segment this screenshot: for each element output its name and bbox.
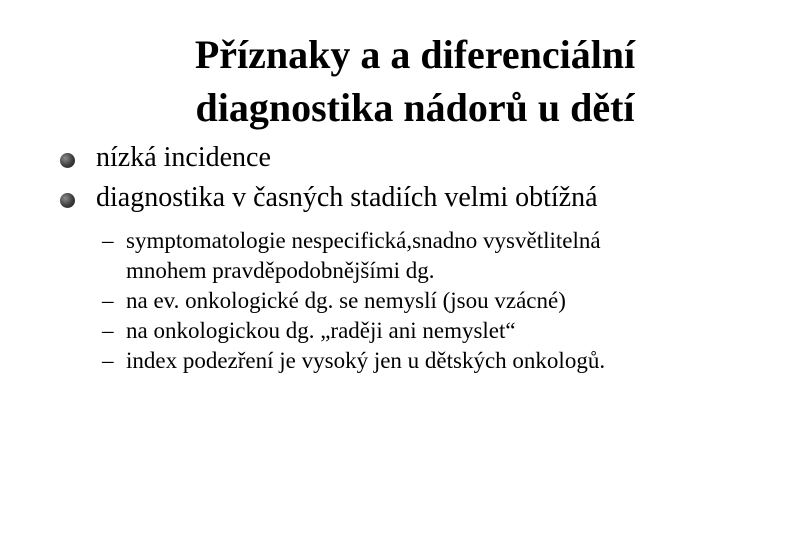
sub-bullet-text-continued: mnohem pravděpodobnějšími dg.	[126, 258, 435, 283]
dash-marker: –	[102, 348, 114, 373]
bullet-text: diagnostika v časných stadiích velmi obtížná	[96, 182, 598, 213]
sub-bullet-text: symptomatologie nespecifická,snadno vysvětlitelná	[126, 228, 601, 253]
dash-marker: –	[102, 288, 114, 313]
bullet-list	[58, 138, 598, 218]
slide-title	[150, 28, 680, 134]
sub-bullet-text: index podezření je vysoký jen u dětských onkologů.	[126, 348, 606, 373]
bullet-text: nízká incidence	[96, 142, 271, 173]
bullet-item	[58, 178, 598, 218]
sub-bullet-item	[102, 226, 605, 286]
sub-bullet-list	[102, 226, 605, 376]
dash-marker: –	[102, 228, 114, 253]
title-line-1: Příznaky a a diferenciální	[194, 32, 636, 77]
sub-bullet-item	[102, 316, 605, 346]
dash-marker: –	[102, 318, 114, 343]
bullet-dot-icon	[60, 153, 75, 168]
title-line-2: diagnostika nádorů u dětí	[195, 85, 635, 130]
sub-bullet-item	[102, 346, 605, 376]
sub-bullet-text: na ev. onkologické dg. se nemyslí (jsou vzácné)	[126, 288, 566, 313]
sub-bullet-text: na onkologickou dg. „raději ani nemyslet“	[126, 318, 516, 343]
sub-bullet-item	[102, 286, 605, 316]
bullet-item	[58, 138, 598, 178]
bullet-dot-icon	[60, 193, 75, 208]
